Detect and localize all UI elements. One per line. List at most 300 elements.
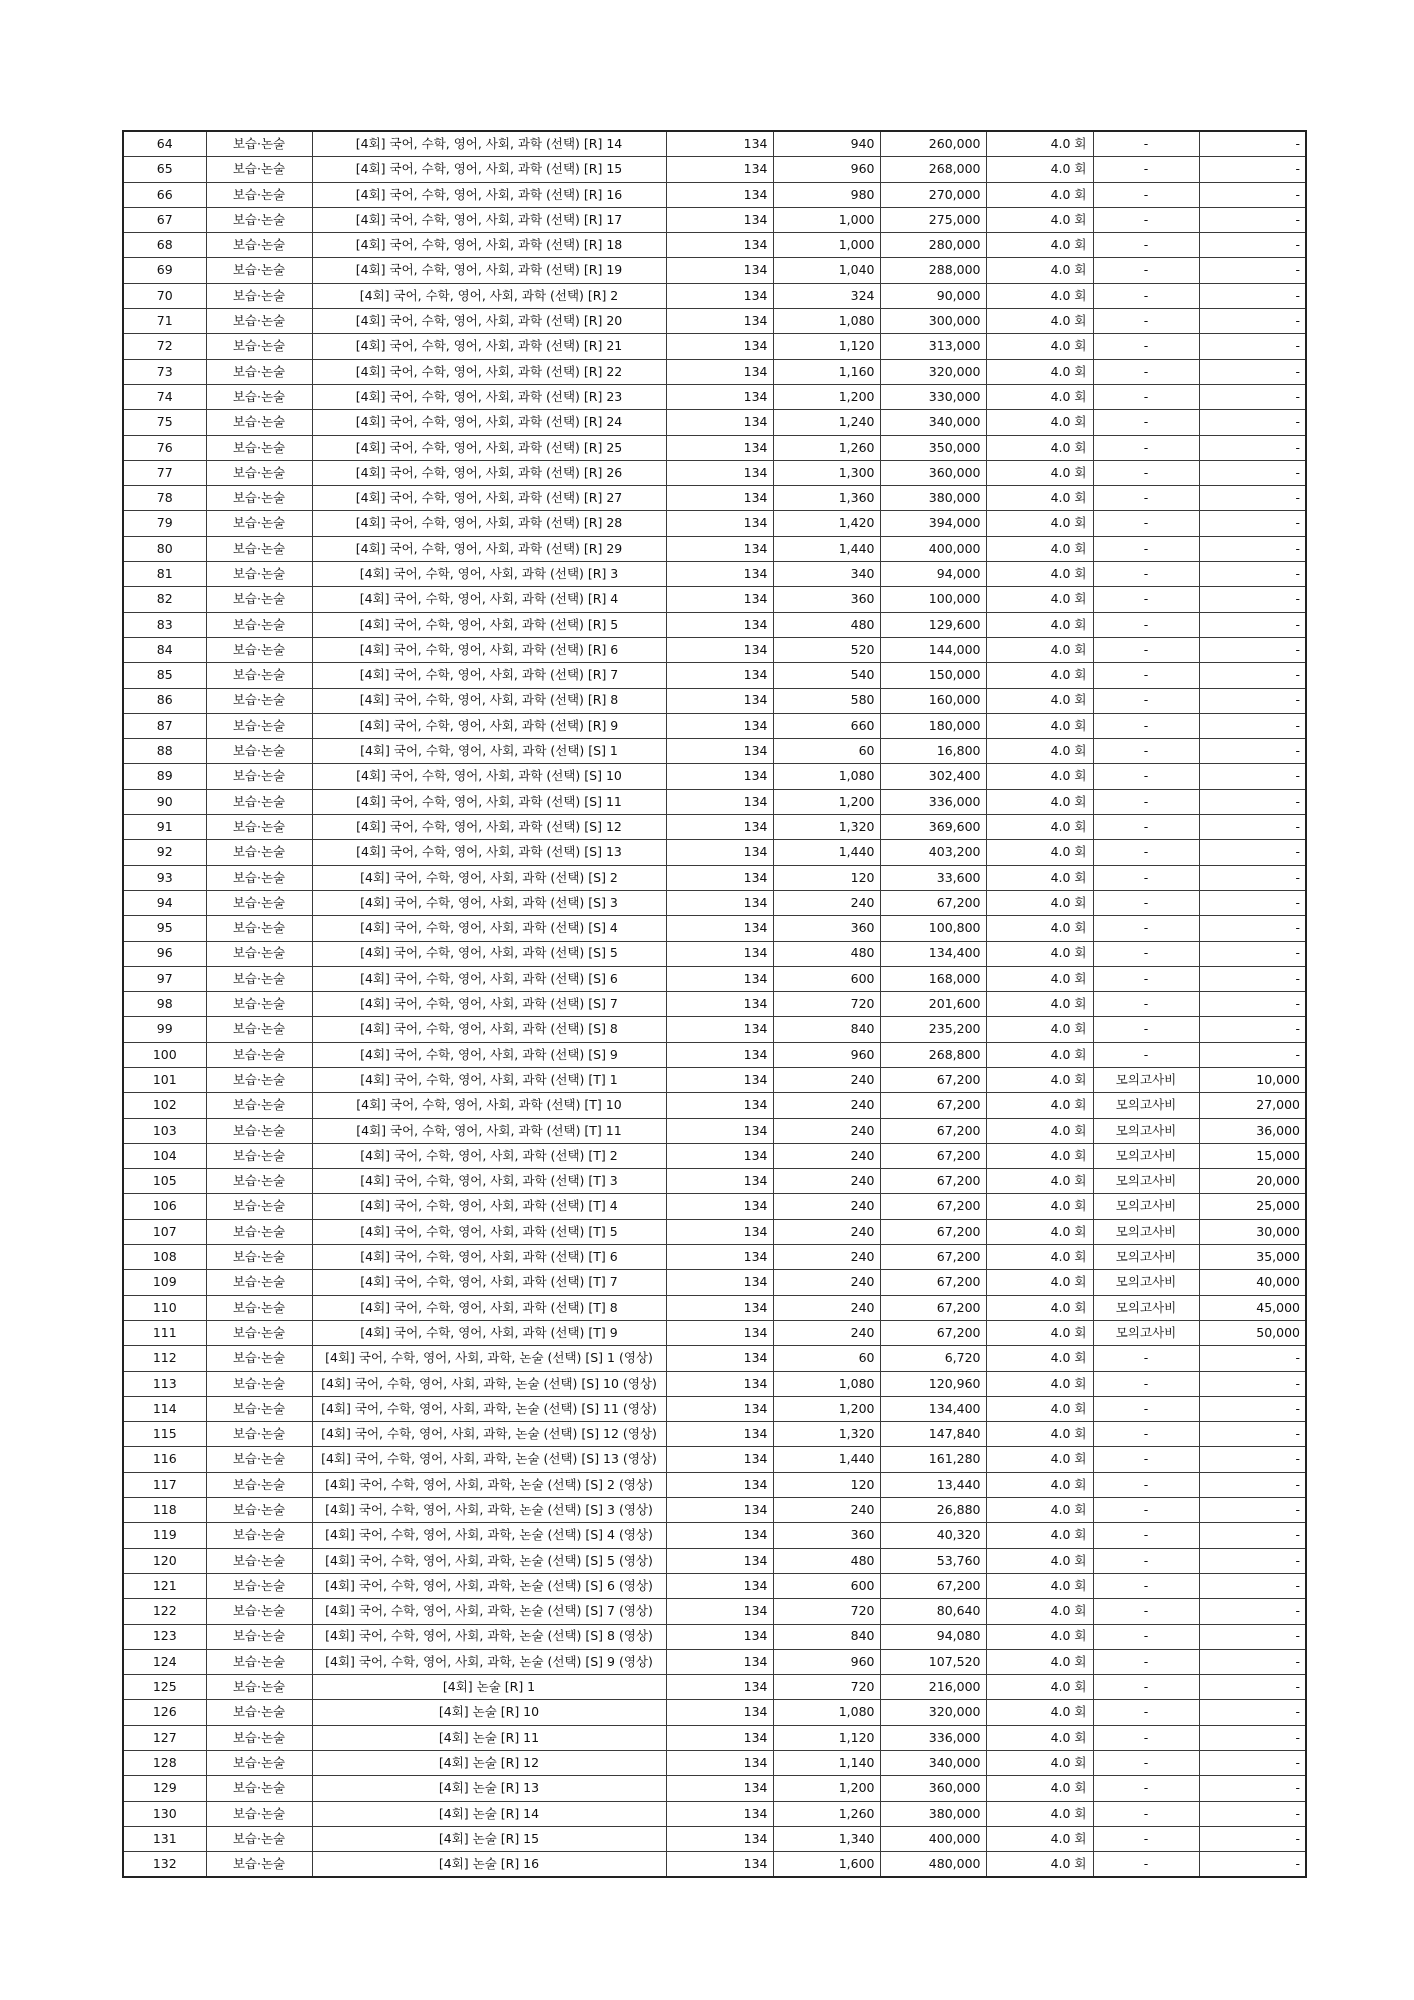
hours-cell: 1,120: [773, 334, 880, 359]
table-row: [123, 1118, 1306, 1143]
row-number-cell: 129: [123, 1776, 206, 1801]
days-cell: 134: [666, 612, 773, 637]
extra-fee-cell: -: [1199, 562, 1306, 587]
table-row: [123, 1017, 1306, 1042]
unit-cell: 4.0 회: [986, 435, 1093, 460]
category-cell: 보습·논술: [206, 1371, 312, 1396]
fee-cell: 340,000: [880, 1751, 986, 1776]
unit-cell: 4.0 회: [986, 1396, 1093, 1421]
days-cell: 134: [666, 1776, 773, 1801]
fee-cell: 67,200: [880, 1270, 986, 1295]
hours-cell: 240: [773, 1194, 880, 1219]
extra-fee-cell: -: [1199, 1700, 1306, 1725]
row-number-cell: 122: [123, 1599, 206, 1624]
category-cell: 보습·논술: [206, 1523, 312, 1548]
days-cell: 134: [666, 1826, 773, 1851]
course-name-cell: [4회] 국어, 수학, 영어, 사회, 과학 (선택) [R] 3: [312, 562, 666, 587]
unit-cell: 4.0 회: [986, 536, 1093, 561]
note-cell: -: [1093, 1017, 1199, 1042]
table-row: [123, 207, 1306, 232]
category-cell: 보습·논술: [206, 1093, 312, 1118]
row-number-cell: 132: [123, 1852, 206, 1878]
days-cell: 134: [666, 460, 773, 485]
unit-cell: 4.0 회: [986, 916, 1093, 941]
course-name-cell: [4회] 국어, 수학, 영어, 사회, 과학 (선택) [R] 4: [312, 587, 666, 612]
days-cell: 134: [666, 916, 773, 941]
days-cell: 134: [666, 764, 773, 789]
table-row: [123, 865, 1306, 890]
unit-cell: 4.0 회: [986, 587, 1093, 612]
category-cell: 보습·논술: [206, 1801, 312, 1826]
unit-cell: 4.0 회: [986, 1346, 1093, 1371]
row-number-cell: 96: [123, 941, 206, 966]
unit-cell: 4.0 회: [986, 131, 1093, 157]
note-cell: -: [1093, 1371, 1199, 1396]
category-cell: 보습·논술: [206, 309, 312, 334]
row-number-cell: 106: [123, 1194, 206, 1219]
extra-fee-cell: -: [1199, 536, 1306, 561]
extra-fee-cell: -: [1199, 1346, 1306, 1371]
note-cell: -: [1093, 511, 1199, 536]
row-number-cell: 89: [123, 764, 206, 789]
days-cell: 134: [666, 1042, 773, 1067]
course-name-cell: [4회] 국어, 수학, 영어, 사회, 과학 (선택) [R] 27: [312, 486, 666, 511]
row-number-cell: 110: [123, 1295, 206, 1320]
row-number-cell: 88: [123, 739, 206, 764]
fee-cell: 90,000: [880, 283, 986, 308]
row-number-cell: 75: [123, 410, 206, 435]
row-number-cell: 78: [123, 486, 206, 511]
fee-table: [122, 130, 1307, 1878]
extra-fee-cell: -: [1199, 1725, 1306, 1750]
course-name-cell: [4회] 국어, 수학, 영어, 사회, 과학 (선택) [R] 25: [312, 435, 666, 460]
extra-fee-cell: 20,000: [1199, 1169, 1306, 1194]
course-name-cell: [4회] 국어, 수학, 영어, 사회, 과학, 논술 (선택) [S] 3 (영상): [312, 1498, 666, 1523]
table-row: [123, 1548, 1306, 1573]
extra-fee-cell: -: [1199, 1422, 1306, 1447]
row-number-cell: 98: [123, 992, 206, 1017]
row-number-cell: 72: [123, 334, 206, 359]
hours-cell: 1,420: [773, 511, 880, 536]
extra-fee-cell: 10,000: [1199, 1067, 1306, 1092]
course-name-cell: [4회] 국어, 수학, 영어, 사회, 과학 (선택) [T] 3: [312, 1169, 666, 1194]
fee-cell: 6,720: [880, 1346, 986, 1371]
note-cell: -: [1093, 890, 1199, 915]
extra-fee-cell: -: [1199, 258, 1306, 283]
table-row: [123, 1751, 1306, 1776]
hours-cell: 1,240: [773, 410, 880, 435]
row-number-cell: 120: [123, 1548, 206, 1573]
table-row: [123, 1826, 1306, 1851]
table-row: [123, 1599, 1306, 1624]
course-name-cell: [4회] 국어, 수학, 영어, 사회, 과학 (선택) [R] 8: [312, 688, 666, 713]
days-cell: 134: [666, 1700, 773, 1725]
table-row: [123, 1295, 1306, 1320]
row-number-cell: 65: [123, 157, 206, 182]
hours-cell: 240: [773, 1093, 880, 1118]
row-number-cell: 76: [123, 435, 206, 460]
days-cell: 134: [666, 1523, 773, 1548]
category-cell: 보습·논술: [206, 536, 312, 561]
extra-fee-cell: -: [1199, 587, 1306, 612]
category-cell: 보습·논술: [206, 1751, 312, 1776]
category-cell: 보습·논술: [206, 1042, 312, 1067]
days-cell: 134: [666, 359, 773, 384]
table-row: [123, 663, 1306, 688]
note-cell: -: [1093, 1599, 1199, 1624]
extra-fee-cell: -: [1199, 637, 1306, 662]
course-name-cell: [4회] 국어, 수학, 영어, 사회, 과학 (선택) [S] 1: [312, 739, 666, 764]
category-cell: 보습·논술: [206, 410, 312, 435]
unit-cell: 4.0 회: [986, 283, 1093, 308]
course-name-cell: [4회] 국어, 수학, 영어, 사회, 과학 (선택) [R] 24: [312, 410, 666, 435]
note-cell: -: [1093, 1700, 1199, 1725]
note-cell: -: [1093, 486, 1199, 511]
row-number-cell: 130: [123, 1801, 206, 1826]
extra-fee-cell: -: [1199, 384, 1306, 409]
fee-cell: 268,000: [880, 157, 986, 182]
course-name-cell: [4회] 국어, 수학, 영어, 사회, 과학 (선택) [S] 13: [312, 840, 666, 865]
category-cell: 보습·논술: [206, 283, 312, 308]
extra-fee-cell: -: [1199, 916, 1306, 941]
row-number-cell: 114: [123, 1396, 206, 1421]
category-cell: 보습·논술: [206, 789, 312, 814]
extra-fee-cell: 25,000: [1199, 1194, 1306, 1219]
category-cell: 보습·논술: [206, 688, 312, 713]
extra-fee-cell: -: [1199, 941, 1306, 966]
days-cell: 134: [666, 840, 773, 865]
unit-cell: 4.0 회: [986, 460, 1093, 485]
extra-fee-cell: -: [1199, 1624, 1306, 1649]
course-name-cell: [4회] 국어, 수학, 영어, 사회, 과학 (선택) [R] 6: [312, 637, 666, 662]
hours-cell: 324: [773, 283, 880, 308]
hours-cell: 840: [773, 1624, 880, 1649]
category-cell: 보습·논술: [206, 1649, 312, 1674]
row-number-cell: 74: [123, 384, 206, 409]
table-row: [123, 789, 1306, 814]
course-name-cell: [4회] 논술 [R] 14: [312, 1801, 666, 1826]
course-name-cell: [4회] 국어, 수학, 영어, 사회, 과학 (선택) [S] 12: [312, 815, 666, 840]
unit-cell: 4.0 회: [986, 486, 1093, 511]
row-number-cell: 97: [123, 966, 206, 991]
row-number-cell: 82: [123, 587, 206, 612]
unit-cell: 4.0 회: [986, 1371, 1093, 1396]
note-cell: -: [1093, 359, 1199, 384]
course-name-cell: [4회] 국어, 수학, 영어, 사회, 과학 (선택) [R] 19: [312, 258, 666, 283]
note-cell: -: [1093, 334, 1199, 359]
extra-fee-cell: -: [1199, 283, 1306, 308]
note-cell: -: [1093, 435, 1199, 460]
note-cell: -: [1093, 1396, 1199, 1421]
extra-fee-cell: 35,000: [1199, 1245, 1306, 1270]
unit-cell: 4.0 회: [986, 384, 1093, 409]
days-cell: 134: [666, 233, 773, 258]
table-row: [123, 182, 1306, 207]
note-cell: 모의고사비: [1093, 1169, 1199, 1194]
fee-cell: 480,000: [880, 1852, 986, 1878]
note-cell: -: [1093, 1042, 1199, 1067]
table-row: [123, 1270, 1306, 1295]
unit-cell: 4.0 회: [986, 966, 1093, 991]
row-number-cell: 112: [123, 1346, 206, 1371]
table-row: [123, 1573, 1306, 1598]
days-cell: 134: [666, 258, 773, 283]
fee-cell: 369,600: [880, 815, 986, 840]
hours-cell: 980: [773, 182, 880, 207]
row-number-cell: 94: [123, 890, 206, 915]
table-row: [123, 1523, 1306, 1548]
unit-cell: 4.0 회: [986, 1447, 1093, 1472]
hours-cell: 720: [773, 992, 880, 1017]
hours-cell: 1,200: [773, 384, 880, 409]
unit-cell: 4.0 회: [986, 1067, 1093, 1092]
days-cell: 134: [666, 410, 773, 435]
days-cell: 134: [666, 131, 773, 157]
hours-cell: 1,320: [773, 1422, 880, 1447]
course-name-cell: [4회] 국어, 수학, 영어, 사회, 과학, 논술 (선택) [S] 10 (영상): [312, 1371, 666, 1396]
hours-cell: 1,000: [773, 207, 880, 232]
note-cell: -: [1093, 688, 1199, 713]
note-cell: 모의고사비: [1093, 1270, 1199, 1295]
hours-cell: 240: [773, 1219, 880, 1244]
category-cell: 보습·논술: [206, 663, 312, 688]
extra-fee-cell: -: [1199, 612, 1306, 637]
hours-cell: 60: [773, 1346, 880, 1371]
unit-cell: 4.0 회: [986, 815, 1093, 840]
note-cell: -: [1093, 1826, 1199, 1851]
fee-cell: 380,000: [880, 486, 986, 511]
days-cell: 134: [666, 789, 773, 814]
note-cell: 모의고사비: [1093, 1320, 1199, 1345]
row-number-cell: 95: [123, 916, 206, 941]
days-cell: 134: [666, 1396, 773, 1421]
row-number-cell: 73: [123, 359, 206, 384]
fee-cell: 270,000: [880, 182, 986, 207]
row-number-cell: 115: [123, 1422, 206, 1447]
fee-cell: 144,000: [880, 637, 986, 662]
note-cell: 모의고사비: [1093, 1219, 1199, 1244]
note-cell: -: [1093, 1498, 1199, 1523]
note-cell: -: [1093, 1422, 1199, 1447]
table-row: [123, 283, 1306, 308]
table-row: [123, 359, 1306, 384]
extra-fee-cell: -: [1199, 739, 1306, 764]
category-cell: 보습·논술: [206, 258, 312, 283]
hours-cell: 1,440: [773, 1447, 880, 1472]
days-cell: 134: [666, 562, 773, 587]
note-cell: -: [1093, 992, 1199, 1017]
table-row: [123, 1498, 1306, 1523]
hours-cell: 1,260: [773, 1801, 880, 1826]
fee-cell: 340,000: [880, 410, 986, 435]
category-cell: 보습·논술: [206, 1548, 312, 1573]
unit-cell: 4.0 회: [986, 562, 1093, 587]
hours-cell: 240: [773, 1245, 880, 1270]
note-cell: -: [1093, 637, 1199, 662]
row-number-cell: 123: [123, 1624, 206, 1649]
category-cell: 보습·논술: [206, 233, 312, 258]
extra-fee-cell: -: [1199, 233, 1306, 258]
fee-cell: 94,000: [880, 562, 986, 587]
hours-cell: 1,600: [773, 1852, 880, 1878]
note-cell: -: [1093, 966, 1199, 991]
fee-table-sheet: [122, 130, 1305, 1878]
fee-cell: 330,000: [880, 384, 986, 409]
unit-cell: 4.0 회: [986, 865, 1093, 890]
days-cell: 134: [666, 536, 773, 561]
course-name-cell: [4회] 국어, 수학, 영어, 사회, 과학 (선택) [R] 7: [312, 663, 666, 688]
table-row: [123, 1801, 1306, 1826]
fee-cell: 53,760: [880, 1548, 986, 1573]
extra-fee-cell: -: [1199, 992, 1306, 1017]
course-name-cell: [4회] 국어, 수학, 영어, 사회, 과학 (선택) [T] 1: [312, 1067, 666, 1092]
days-cell: 134: [666, 182, 773, 207]
unit-cell: 4.0 회: [986, 410, 1093, 435]
hours-cell: 520: [773, 637, 880, 662]
unit-cell: 4.0 회: [986, 1219, 1093, 1244]
fee-cell: 394,000: [880, 511, 986, 536]
unit-cell: 4.0 회: [986, 1675, 1093, 1700]
hours-cell: 580: [773, 688, 880, 713]
row-number-cell: 124: [123, 1649, 206, 1674]
hours-cell: 1,260: [773, 435, 880, 460]
category-cell: 보습·논술: [206, 1472, 312, 1497]
extra-fee-cell: -: [1199, 1852, 1306, 1878]
fee-cell: 67,200: [880, 1320, 986, 1345]
fee-cell: 313,000: [880, 334, 986, 359]
extra-fee-cell: -: [1199, 1371, 1306, 1396]
hours-cell: 480: [773, 941, 880, 966]
note-cell: -: [1093, 739, 1199, 764]
fee-cell: 67,200: [880, 1067, 986, 1092]
row-number-cell: 126: [123, 1700, 206, 1725]
row-number-cell: 71: [123, 309, 206, 334]
days-cell: 134: [666, 1143, 773, 1168]
fee-cell: 147,840: [880, 1422, 986, 1447]
category-cell: 보습·논술: [206, 890, 312, 915]
table-row: [123, 384, 1306, 409]
row-number-cell: 111: [123, 1320, 206, 1345]
days-cell: 134: [666, 1725, 773, 1750]
unit-cell: 4.0 회: [986, 1776, 1093, 1801]
category-cell: 보습·논술: [206, 131, 312, 157]
extra-fee-cell: -: [1199, 460, 1306, 485]
category-cell: 보습·논술: [206, 1017, 312, 1042]
table-row: [123, 1472, 1306, 1497]
note-cell: -: [1093, 1624, 1199, 1649]
hours-cell: 940: [773, 131, 880, 157]
days-cell: 134: [666, 283, 773, 308]
row-number-cell: 105: [123, 1169, 206, 1194]
course-name-cell: [4회] 논술 [R] 13: [312, 1776, 666, 1801]
row-number-cell: 102: [123, 1093, 206, 1118]
hours-cell: 660: [773, 713, 880, 738]
category-cell: 보습·논술: [206, 739, 312, 764]
course-name-cell: [4회] 국어, 수학, 영어, 사회, 과학 (선택) [R] 17: [312, 207, 666, 232]
row-number-cell: 90: [123, 789, 206, 814]
row-number-cell: 113: [123, 1371, 206, 1396]
days-cell: 134: [666, 1624, 773, 1649]
table-row: [123, 713, 1306, 738]
unit-cell: 4.0 회: [986, 1245, 1093, 1270]
course-name-cell: [4회] 국어, 수학, 영어, 사회, 과학 (선택) [T] 8: [312, 1295, 666, 1320]
course-name-cell: [4회] 국어, 수학, 영어, 사회, 과학, 논술 (선택) [S] 2 (영상): [312, 1472, 666, 1497]
note-cell: -: [1093, 1801, 1199, 1826]
extra-fee-cell: -: [1199, 410, 1306, 435]
course-name-cell: [4회] 국어, 수학, 영어, 사회, 과학, 논술 (선택) [S] 9 (영상): [312, 1649, 666, 1674]
fee-cell: 94,080: [880, 1624, 986, 1649]
course-name-cell: [4회] 국어, 수학, 영어, 사회, 과학 (선택) [R] 23: [312, 384, 666, 409]
table-row: [123, 1396, 1306, 1421]
days-cell: 134: [666, 890, 773, 915]
category-cell: 보습·논술: [206, 182, 312, 207]
course-name-cell: [4회] 국어, 수학, 영어, 사회, 과학, 논술 (선택) [S] 4 (영상): [312, 1523, 666, 1548]
course-name-cell: [4회] 논술 [R] 1: [312, 1675, 666, 1700]
unit-cell: 4.0 회: [986, 233, 1093, 258]
fee-cell: 180,000: [880, 713, 986, 738]
hours-cell: 1,200: [773, 1776, 880, 1801]
table-row: [123, 637, 1306, 662]
days-cell: 134: [666, 663, 773, 688]
hours-cell: 1,140: [773, 1751, 880, 1776]
row-number-cell: 101: [123, 1067, 206, 1092]
days-cell: 134: [666, 1422, 773, 1447]
note-cell: -: [1093, 1472, 1199, 1497]
table-row: [123, 992, 1306, 1017]
extra-fee-cell: -: [1199, 966, 1306, 991]
table-row: [123, 840, 1306, 865]
extra-fee-cell: -: [1199, 1472, 1306, 1497]
unit-cell: 4.0 회: [986, 739, 1093, 764]
unit-cell: 4.0 회: [986, 334, 1093, 359]
table-row: [123, 258, 1306, 283]
fee-cell: 67,200: [880, 1118, 986, 1143]
extra-fee-cell: -: [1199, 1801, 1306, 1826]
hours-cell: 240: [773, 1118, 880, 1143]
days-cell: 134: [666, 1371, 773, 1396]
row-number-cell: 104: [123, 1143, 206, 1168]
course-name-cell: [4회] 국어, 수학, 영어, 사회, 과학 (선택) [S] 4: [312, 916, 666, 941]
row-number-cell: 86: [123, 688, 206, 713]
fee-cell: 160,000: [880, 688, 986, 713]
extra-fee-cell: -: [1199, 1573, 1306, 1598]
extra-fee-cell: -: [1199, 713, 1306, 738]
fee-cell: 320,000: [880, 359, 986, 384]
category-cell: 보습·논술: [206, 486, 312, 511]
category-cell: 보습·논술: [206, 1270, 312, 1295]
course-name-cell: [4회] 국어, 수학, 영어, 사회, 과학, 논술 (선택) [S] 11 (영상): [312, 1396, 666, 1421]
fee-cell: 134,400: [880, 941, 986, 966]
course-name-cell: [4회] 국어, 수학, 영어, 사회, 과학, 논술 (선택) [S] 5 (영상): [312, 1548, 666, 1573]
row-number-cell: 80: [123, 536, 206, 561]
days-cell: 134: [666, 1346, 773, 1371]
hours-cell: 1,440: [773, 536, 880, 561]
row-number-cell: 100: [123, 1042, 206, 1067]
table-row: [123, 1143, 1306, 1168]
days-cell: 134: [666, 1320, 773, 1345]
table-row: [123, 435, 1306, 460]
table-row: [123, 1042, 1306, 1067]
category-cell: 보습·논술: [206, 1245, 312, 1270]
hours-cell: 1,080: [773, 1371, 880, 1396]
course-name-cell: [4회] 국어, 수학, 영어, 사회, 과학 (선택) [T] 11: [312, 1118, 666, 1143]
note-cell: -: [1093, 157, 1199, 182]
note-cell: -: [1093, 258, 1199, 283]
note-cell: -: [1093, 1573, 1199, 1598]
extra-fee-cell: 50,000: [1199, 1320, 1306, 1345]
category-cell: 보습·논술: [206, 1194, 312, 1219]
course-name-cell: [4회] 국어, 수학, 영어, 사회, 과학 (선택) [T] 4: [312, 1194, 666, 1219]
